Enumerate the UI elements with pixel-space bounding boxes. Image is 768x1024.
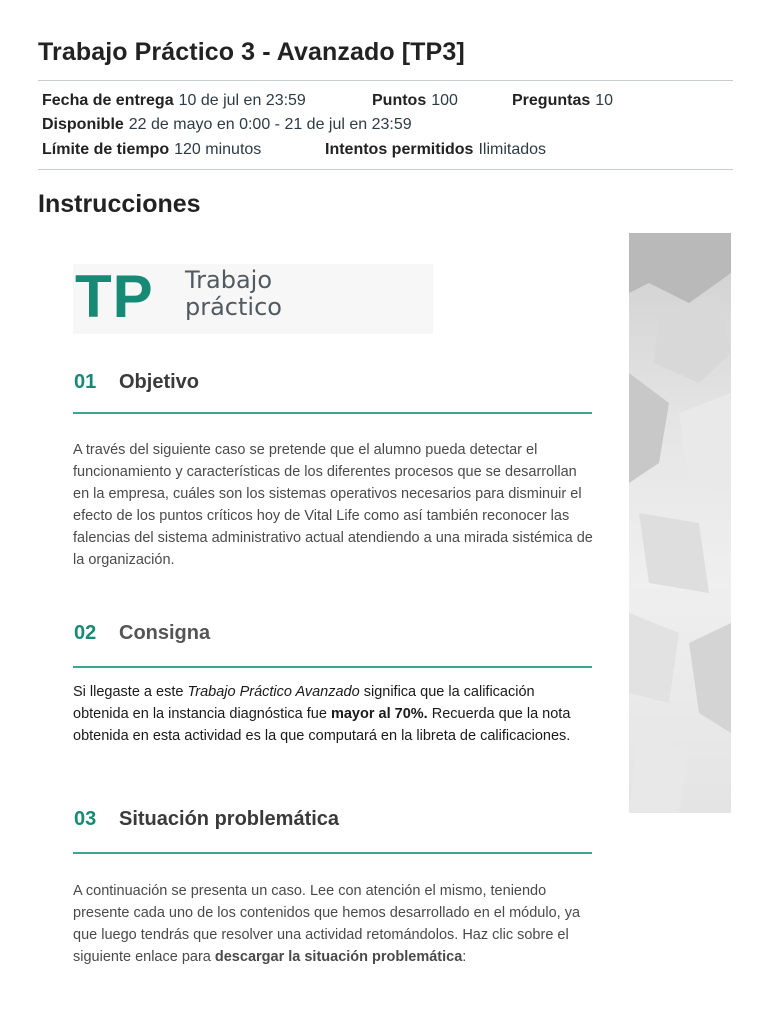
section-body-situacion [73,880,593,968]
tp-logo-text [185,267,282,321]
section-number-consigna: 02 [74,622,97,644]
situacion-text-2: : [462,949,467,965]
architecture-shapes-icon [629,233,731,813]
section-title-consigna: Consigna [119,622,211,644]
tp-logo [73,264,433,334]
section-divider-consigna [73,666,592,668]
due-date-label: Fecha de entrega [42,92,174,109]
availability [42,116,412,134]
header-divider [38,80,733,81]
abstract-architecture-image [629,233,731,813]
section-divider-objetivo [73,412,592,414]
section-body-objetivo: A través del siguiente caso se pretende que el alumno pueda detectar el funcionamiento y características de los diferentes procesos que se desarrollan en la empresa, cuáles son los sistemas operativos necesarios para disminuir el efecto de los puntos críticos hoy de Vital Life como así también reconocer las falencias del sistema administrativo actual atendiendo a una mirada sistémica de la organización. [73,442,593,568]
tp-logo-line-2: práctico [185,293,282,321]
attempts-label: Intentos permitidos [325,141,474,158]
attempts [325,141,546,159]
situacion-text-1: A continuación se presenta un caso. Lee con atención el mismo, teniendo presente cada uno de los contenidos que hemos desarrollado en el módulo, ya que luego tendrás que resolver una actividad retomándolos. Haz clic sobre el siguiente enlace para [73,883,581,965]
section-body-consigna [73,681,593,747]
attempts-value: Ilimitados [478,141,547,158]
section-title-situacion: Situación problemática [119,808,340,830]
questions [512,92,613,110]
due-date [42,92,306,110]
questions-label: Preguntas [512,92,591,109]
section-title-objetivo: Objetivo [119,371,200,393]
availability-label: Disponible [42,116,124,133]
points-label: Puntos [372,92,427,109]
meta-divider [38,169,733,170]
situacion-download-link[interactable]: descargar la situación problemática [214,949,463,965]
points [372,92,458,110]
instructions-heading: Instrucciones [38,190,201,218]
consigna-text-3: Recuerda que la nota obtenida en esta actividad es la que computará en la libreta de calificaciones. [73,706,571,744]
consigna-emphasis: Trabajo Práctico Avanzado [187,684,360,700]
tp-logo-mark: TP [75,263,154,330]
points-value: 100 [431,92,458,109]
due-date-value: 10 de jul en 23:59 [178,92,306,109]
consigna-strong: mayor al 70%. [330,706,428,722]
section-divider-situacion [73,852,592,854]
page-title: Trabajo Práctico 3 - Avanzado [TP3] [38,38,465,66]
section-number-objetivo: 01 [74,371,97,393]
time-limit [42,141,261,159]
consigna-text-2: significa que la calificación obtenida en la instancia diagnóstica fue [73,684,535,722]
availability-value: 22 de mayo en 0:00 - 21 de jul en 23:59 [128,116,412,133]
questions-value: 10 [595,92,614,109]
time-limit-value: 120 minutos [174,141,262,158]
time-limit-label: Límite de tiempo [42,141,170,158]
consigna-text-1: Si llegaste a este [73,684,188,700]
tp-logo-line-1: Trabajo [185,266,272,294]
section-number-situacion: 03 [74,808,97,830]
